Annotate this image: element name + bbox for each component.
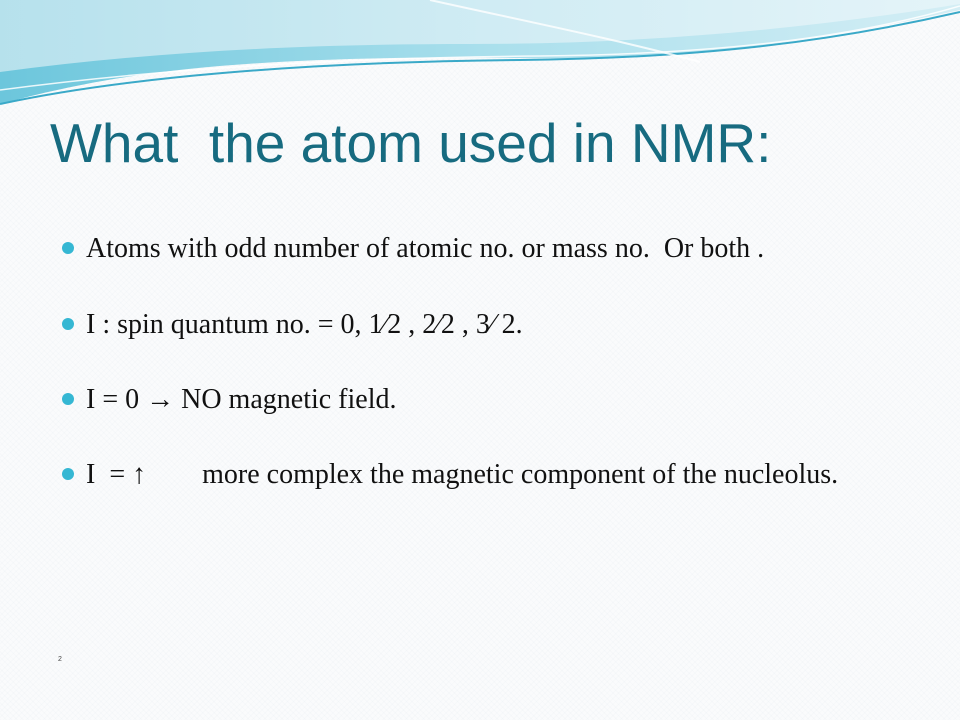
slide-number: 2: [58, 656, 62, 663]
bullet-dot-icon: [62, 468, 74, 480]
bullet-dot-icon: [62, 242, 74, 254]
bullet-dot-icon: [62, 318, 74, 330]
bullet-item: [60, 383, 920, 416]
bullet-item: [60, 232, 920, 265]
bullet-text: I : spin quantum no. = 0, 1⁄2 , 2⁄2 , 3⁄ 2.: [86, 309, 523, 340]
header-wave-decoration: [0, 0, 960, 120]
bullet-text: I = ↑ more complex the magnetic component of the nucleolus.: [86, 459, 839, 490]
bullet-item: [60, 308, 920, 341]
bullet-dot-icon: [62, 393, 74, 405]
bullet-text: I = 0 → NO magnetic field.: [86, 384, 397, 415]
slide-title: What the atom used in NMR:: [50, 112, 772, 174]
bullet-text: Atoms with odd number of atomic no. or mass no. Or both .: [86, 233, 765, 264]
bullet-item: [60, 458, 920, 491]
bullet-list: [60, 232, 920, 491]
